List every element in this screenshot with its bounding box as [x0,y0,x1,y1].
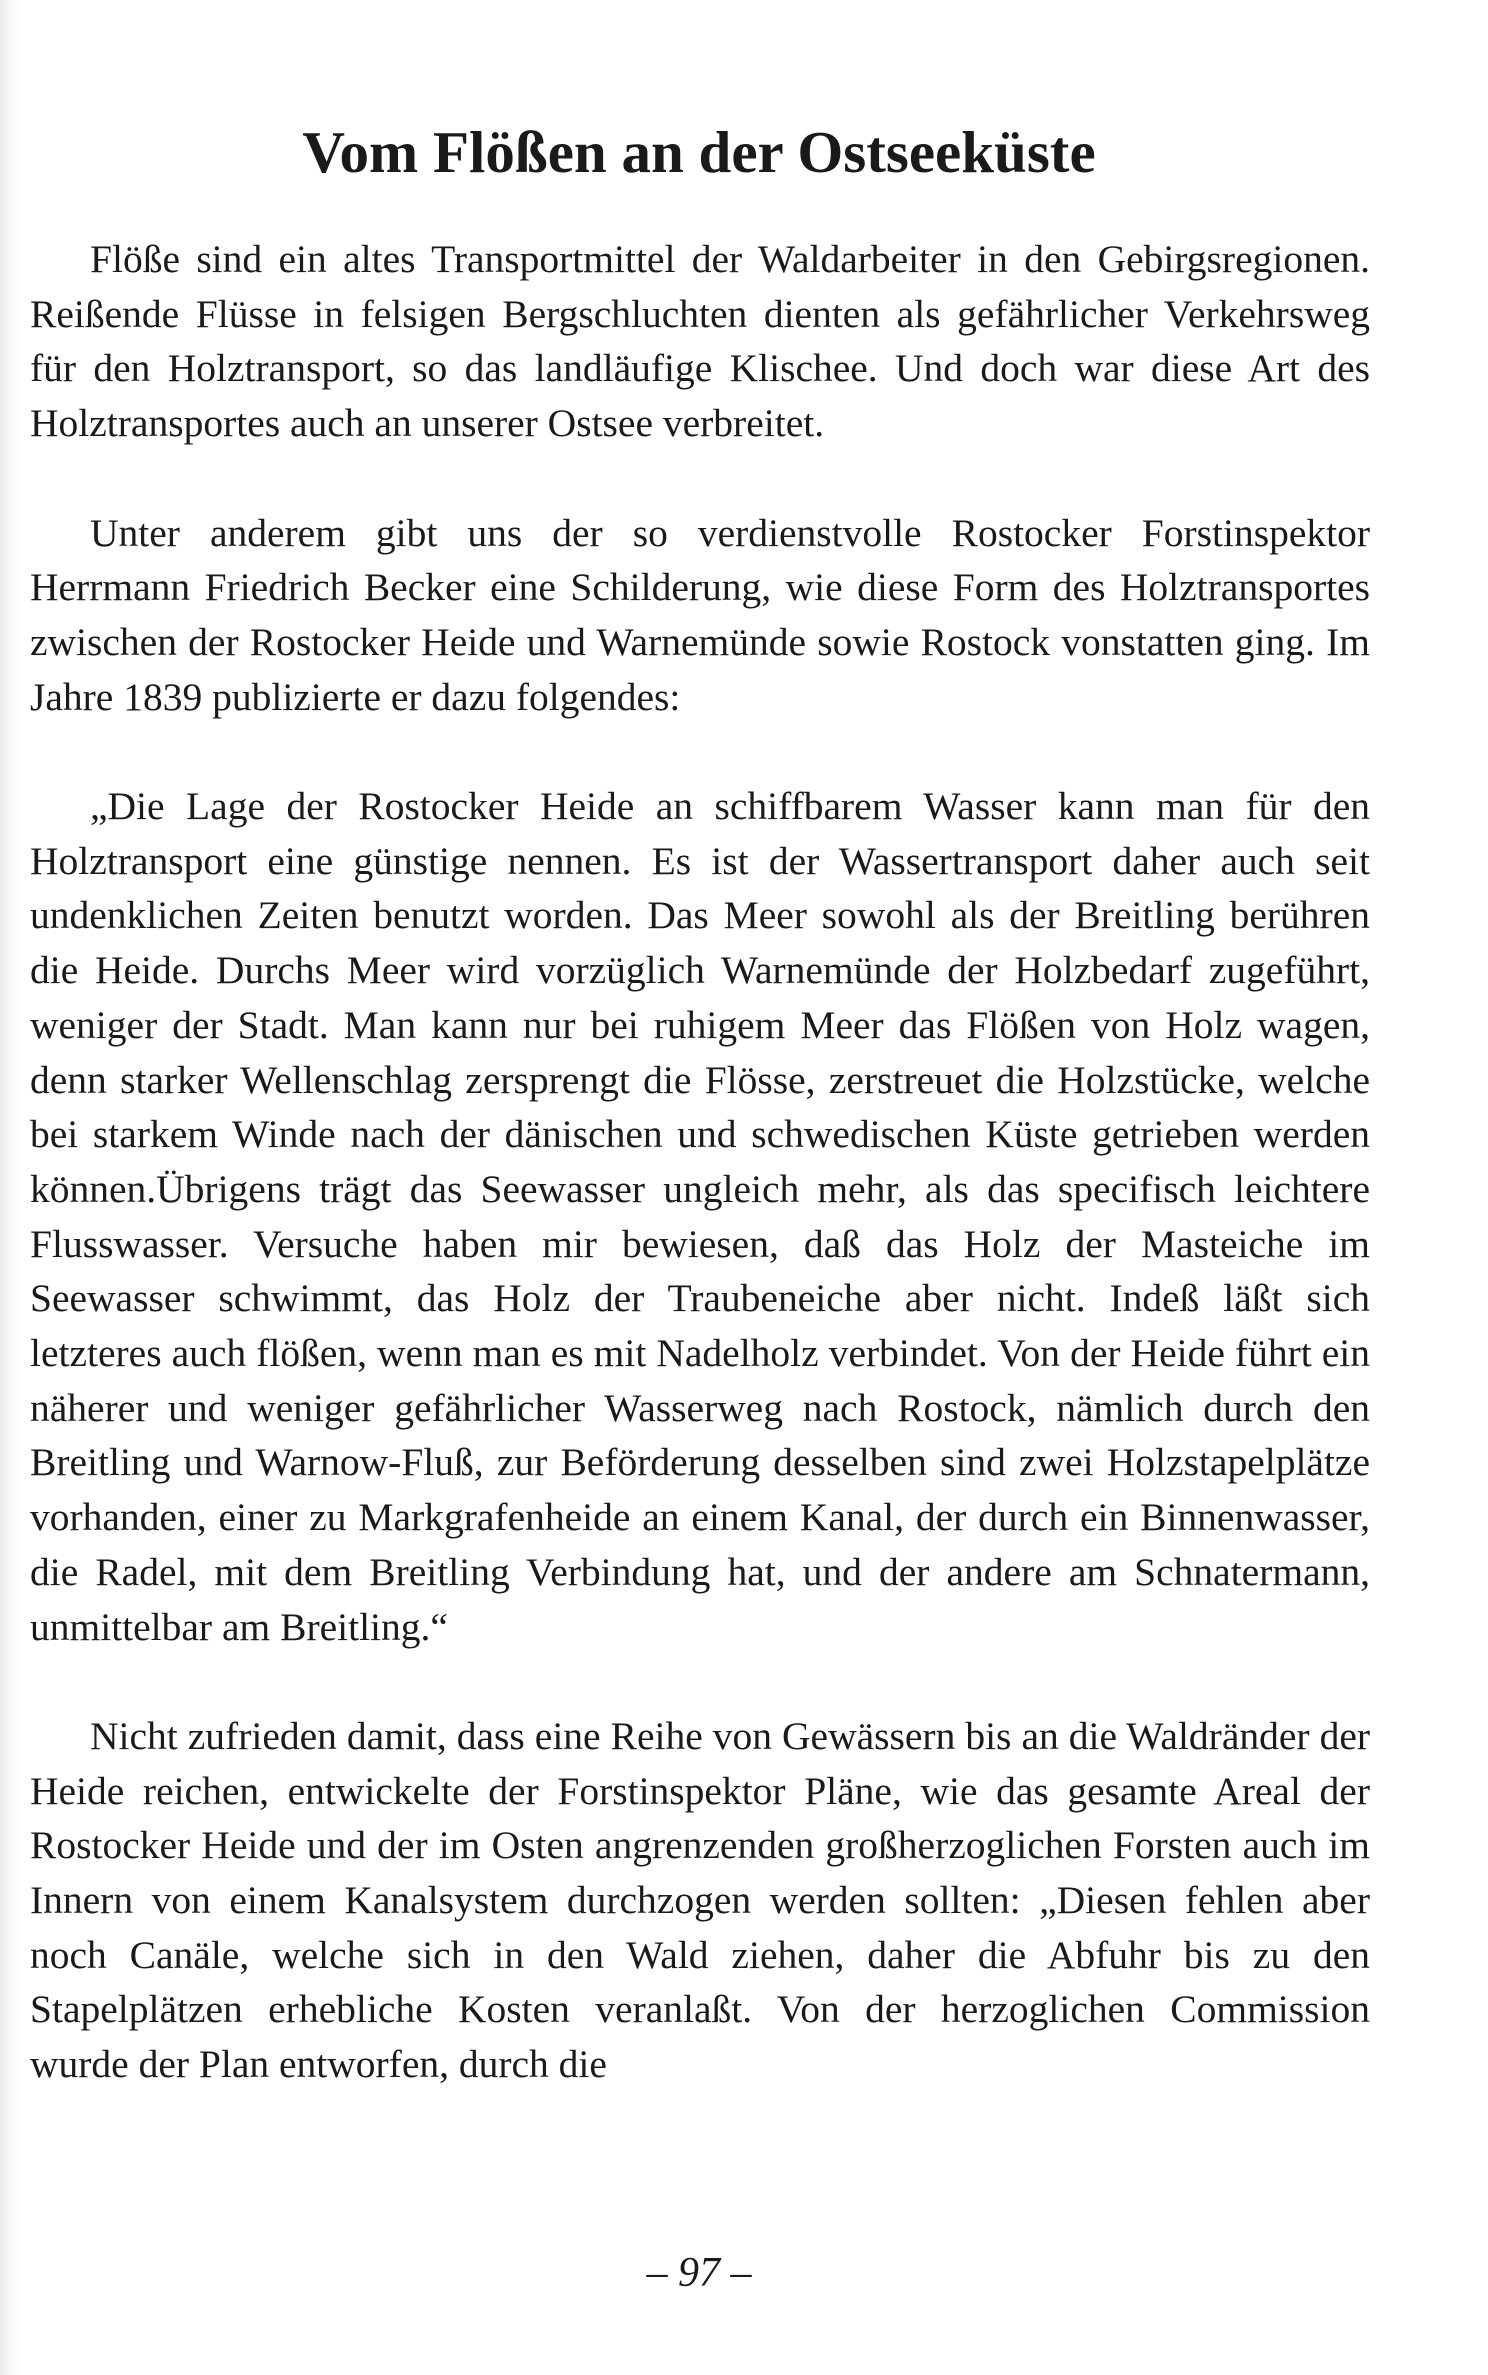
body-text [30,232,1370,2147]
paragraph-intro: Flöße sind ein altes Transportmittel der Waldarbeiter in den Gebirgsregionen. Reißende Flüsse in felsigen Bergschluchten dienten als gefährlicher Verkehrsweg für den Holztransport, so das landläufige Klischee. Und doch war diese Art des Holztransportes auch an unserer Ostsee verbreitet. [30,237,1370,446]
paragraph-quotation: „Die Lage der Rostocker Heide an schiffbarem Wasser kann man für den Holztransport eine günstige nennen. Es ist der Wassertransport daher auch seit undenklichen Zeiten benutzt worden. Das Meer sowohl als der Breitling berühren die Heide. Durchs Meer wird vorzüglich Warnemünde der Holzbedarf zugeführt, weniger der Stadt. Man kann nur bei ruhigem Meer das Flößen von Holz wagen, denn starker Wellenschlag zersprengt die Flösse, zerstreuet die Holzstücke, welche bei starkem Winde nach der dänischen und schwedischen Küste getrieben werden können.Übrigens trägt das Seewasser ungleich mehr, als das specifisch leichtere Flusswasser. Versuche haben mir bewiesen, daß das Holz der Masteiche im Seewasser schwimmt, das Holz der Traubeneiche aber nicht. Indeß läßt sich letzteres auch flößen, wenn man es mit Nadelholz verbindet. Von der Heide führt ein näherer und weniger gefährlicher Wasserweg nach Rostock, nämlich durch den Breitling und Warnow-Fluß, zur Beförderung desselben sind zwei Holzstapelplätze vorhanden, einer zu Markgrafenheide an einem Kanal, der durch ein Binnenwasser, die Radel, mit dem Breitling Verbindung hat, und der andere am Schnatermann, unmittelbar am Breitling.“ [30,784,1370,1649]
paragraph-canal-plans: Nicht zufrieden damit, dass eine Reihe von Gewässern bis an die Waldränder der Heide reichen, entwickelte der Forstinspektor Pläne, wie das gesamte Areal der Rostocker Heide und der im Osten angrenzenden großherzoglichen Forsten auch im Innern von einem Kanalsystem durchzogen werden sollten: „Diesen fehlen aber noch Canäle, welche sich in den Wald ziehen, daher die Abfuhr bis zu den Stapelplätzen erhebliche Kosten veranlaßt. Von der herzoglichen Commission wurde der Plan entworfen, durch die [30,1713,1370,2087]
page-title: Vom Flößen an der Ostseeküste [302,119,1096,185]
page-number: – 97 – [646,2250,752,2296]
paragraph-becker: Unter anderem gibt uns der so verdienstvolle Rostocker Forstinspektor Herrmann Friedrich Becker eine Schilderung, wie diese Form des Holztransportes zwischen der Rostocker Heide und Warnemünde sowie Rostock vonstatten ging. Im Jahre 1839 publizierte er dazu folgendes: [30,510,1370,719]
